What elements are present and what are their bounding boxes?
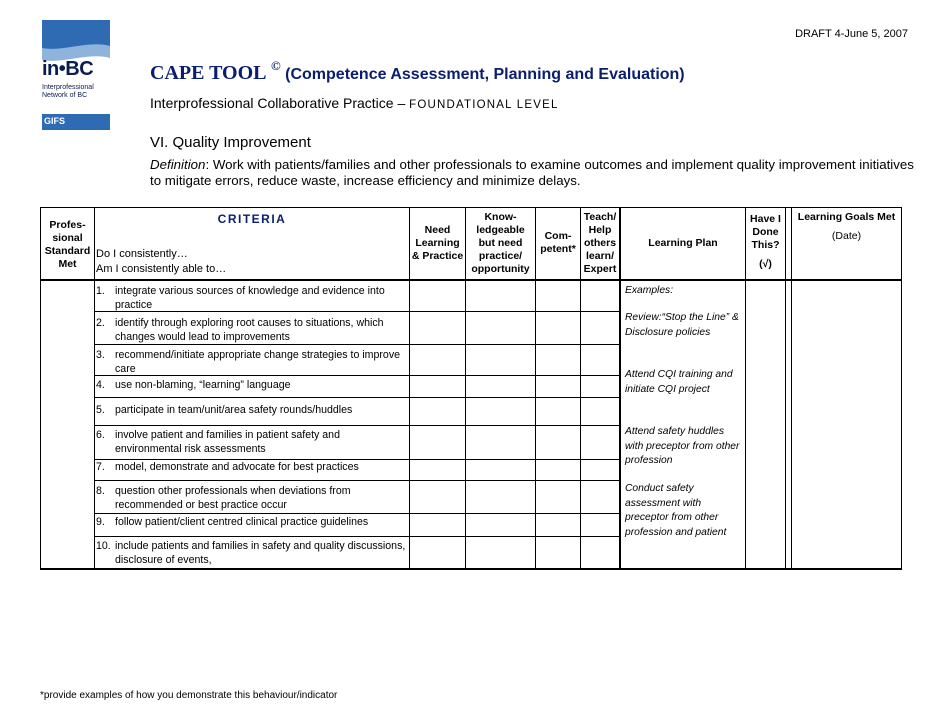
criterion-row-8: 8. question other professionals when deviations from recommended or best practice occur xyxy=(96,485,351,511)
criterion-row-7: 7. model, demonstrate and advocate for best practices xyxy=(96,461,359,473)
criterion-row-4: 4. use non-blaming, “learning” language xyxy=(96,379,291,391)
header-teach: Teach/ Help others learn/ Expert xyxy=(583,211,617,275)
page-subtitle: Interprofessional Collaborative Practice – FOUNDATIONAL LEVEL xyxy=(150,95,559,111)
learning-plan-example: Attend safety huddles with preceptor from other profession xyxy=(625,426,740,466)
footnote: *provide examples of how you demonstrate this behaviour/indicator xyxy=(40,690,338,701)
learning-plan-example: Attend CQI training and initiate CQI project xyxy=(625,369,733,395)
criterion-row-9: 9. follow patient/client centred clinical practice guidelines xyxy=(96,516,369,528)
header-have-done: Have I Done This? (√) xyxy=(750,213,781,270)
learning-plan-example: Conduct safety assessment with preceptor from other profession and patient xyxy=(625,483,727,538)
header-competent: Com- petent* xyxy=(540,230,576,255)
criterion-row-2: 2. identify through exploring root causes to situations, which changes would lead to improvements xyxy=(96,317,384,343)
header-knowledgeable: Know- ledgeable but need practice/ opportunity xyxy=(471,211,530,275)
logo-text: Interprofessional Network of BC xyxy=(42,84,94,99)
header-consistently-able: Am I consistently able to… xyxy=(96,263,227,275)
criterion-row-1: 1. integrate various sources of knowledge and evidence into practice xyxy=(96,285,385,311)
header-professional-standard: Profes- sional Standard Met xyxy=(44,219,91,270)
criterion-row-6: 6. involve patient and families in patient safety and environmental risk assessments xyxy=(96,429,340,455)
criterion-row-3: 3. recommend/initiate appropriate change strategies to improve care xyxy=(96,349,401,375)
header-learning-goals: Learning Goals Met xyxy=(797,211,896,223)
definition: Definition: Work with patients/families and other professionals to examine outcomes and implement quality improvement initiatives to mitigate errors, reduce waste, increase efficiency and minimize delays. xyxy=(150,157,914,188)
header-date: (Date) xyxy=(831,230,862,242)
criterion-row-10: 10. include patients and families in safety and quality discussions, disclosure of events, xyxy=(96,540,406,566)
logo-brand: in•BC xyxy=(42,58,94,80)
header-need-learning: Need Learning & Practice xyxy=(411,224,464,262)
section-title: VI. Quality Improvement xyxy=(150,134,311,151)
header-learning-plan: Learning Plan xyxy=(648,237,718,249)
header-criteria: CRITERIA xyxy=(217,212,287,226)
learning-plan-heading: Examples: xyxy=(625,285,674,296)
logo-tag: GIFS xyxy=(44,116,66,126)
draft-label: DRAFT 4-June 5, 2007 xyxy=(795,28,908,40)
page-title: CAPE TOOL © (Competence Assessment, Planning and Evaluation) xyxy=(150,58,685,84)
inbc-logo xyxy=(40,18,112,130)
header-consistently: Do I consistently… xyxy=(96,248,188,260)
learning-plan-example: Review:“Stop the Line” & Disclosure policies xyxy=(625,312,739,338)
criterion-row-5: 5. participate in team/unit/area safety rounds/huddles xyxy=(96,404,353,416)
